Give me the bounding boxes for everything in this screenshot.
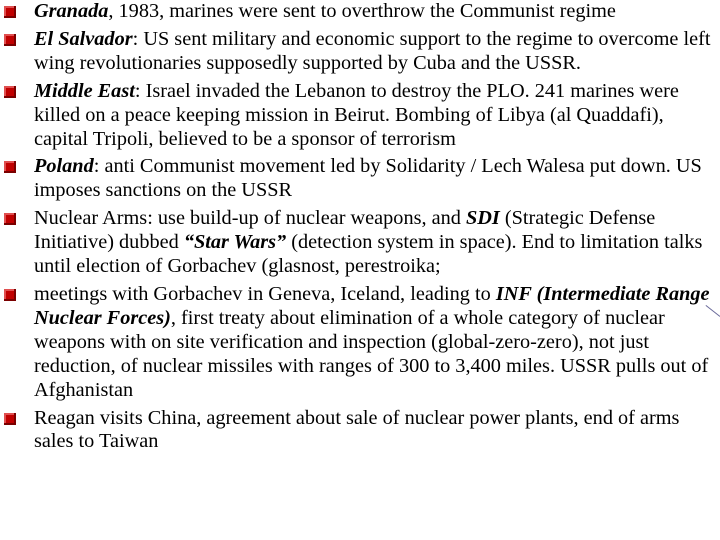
bullet-item-el-salvador xyxy=(0,28,720,76)
item-lead: El Salvador xyxy=(34,27,133,50)
bullet-square-icon xyxy=(4,34,16,46)
item-text: : anti Communist movement led by Solidarity / Lech Walesa put down. US imposes sanctions on the USSR xyxy=(34,155,702,202)
item-text-2: (Strategic Defense Initiative) dubbed xyxy=(34,207,656,254)
item-emphasis-sdi: SDI xyxy=(465,207,500,230)
bullet-item-reagan-china xyxy=(0,407,720,455)
bullet-item-granada xyxy=(0,0,720,24)
bullet-square-icon xyxy=(4,213,16,225)
item-lead: Poland xyxy=(34,155,94,178)
item-text-1: Nuclear Arms: use build-up of nuclear weapons, and xyxy=(34,207,466,230)
bullet-square-icon xyxy=(4,289,16,301)
item-text: : Israel invaded the Lebanon to destroy the PLO. 241 marines were killed on a peace keeping mission in Beirut. Bombing of Libya (al Quaddafi), capital Tripoli, believed to be a sponsor of terrorism xyxy=(34,79,679,150)
item-text-3: (detection system in space). End to limitation talks until election of Gorbachev (glasnost, perestroika; xyxy=(34,231,703,278)
bullet-item-gorbachev-meetings xyxy=(0,283,720,403)
bullet-square-icon xyxy=(4,86,16,98)
item-text-2: , first treaty about elimination of a whole category of nuclear weapons with on site verification and inspection (global-zero-zero), not just reduction, of nuclear missiles with ranges of 300 to 3,400 miles. USSR pulls out of Afghanistan xyxy=(34,306,709,401)
bullet-square-icon xyxy=(4,6,16,18)
item-text: , 1983, marines were sent to overthrow the Communist regime xyxy=(108,0,616,22)
item-text-1: meetings with Gorbachev in Geneva, Iceland, leading to xyxy=(34,282,496,305)
item-text: : US sent military and economic support to the regime to overcome left wing revolutionaries supposedly supported by Cuba and the USSR. xyxy=(34,27,711,74)
item-text: Reagan visits China, agreement about sale of nuclear power plants, end of arms sales to Taiwan xyxy=(34,406,680,453)
item-lead: Granada xyxy=(34,0,109,22)
item-emphasis-star-wars: “Star Wars” xyxy=(183,231,287,254)
item-lead: Middle East xyxy=(34,79,135,102)
bullet-item-nuclear-arms xyxy=(0,207,720,279)
bullet-item-poland xyxy=(0,155,720,203)
item-emphasis-inf: INF (Intermediate Range Nuclear Forces) xyxy=(34,282,710,329)
bullet-item-middle-east xyxy=(0,80,720,152)
bullet-square-icon xyxy=(4,413,16,425)
bullet-square-icon xyxy=(4,161,16,173)
